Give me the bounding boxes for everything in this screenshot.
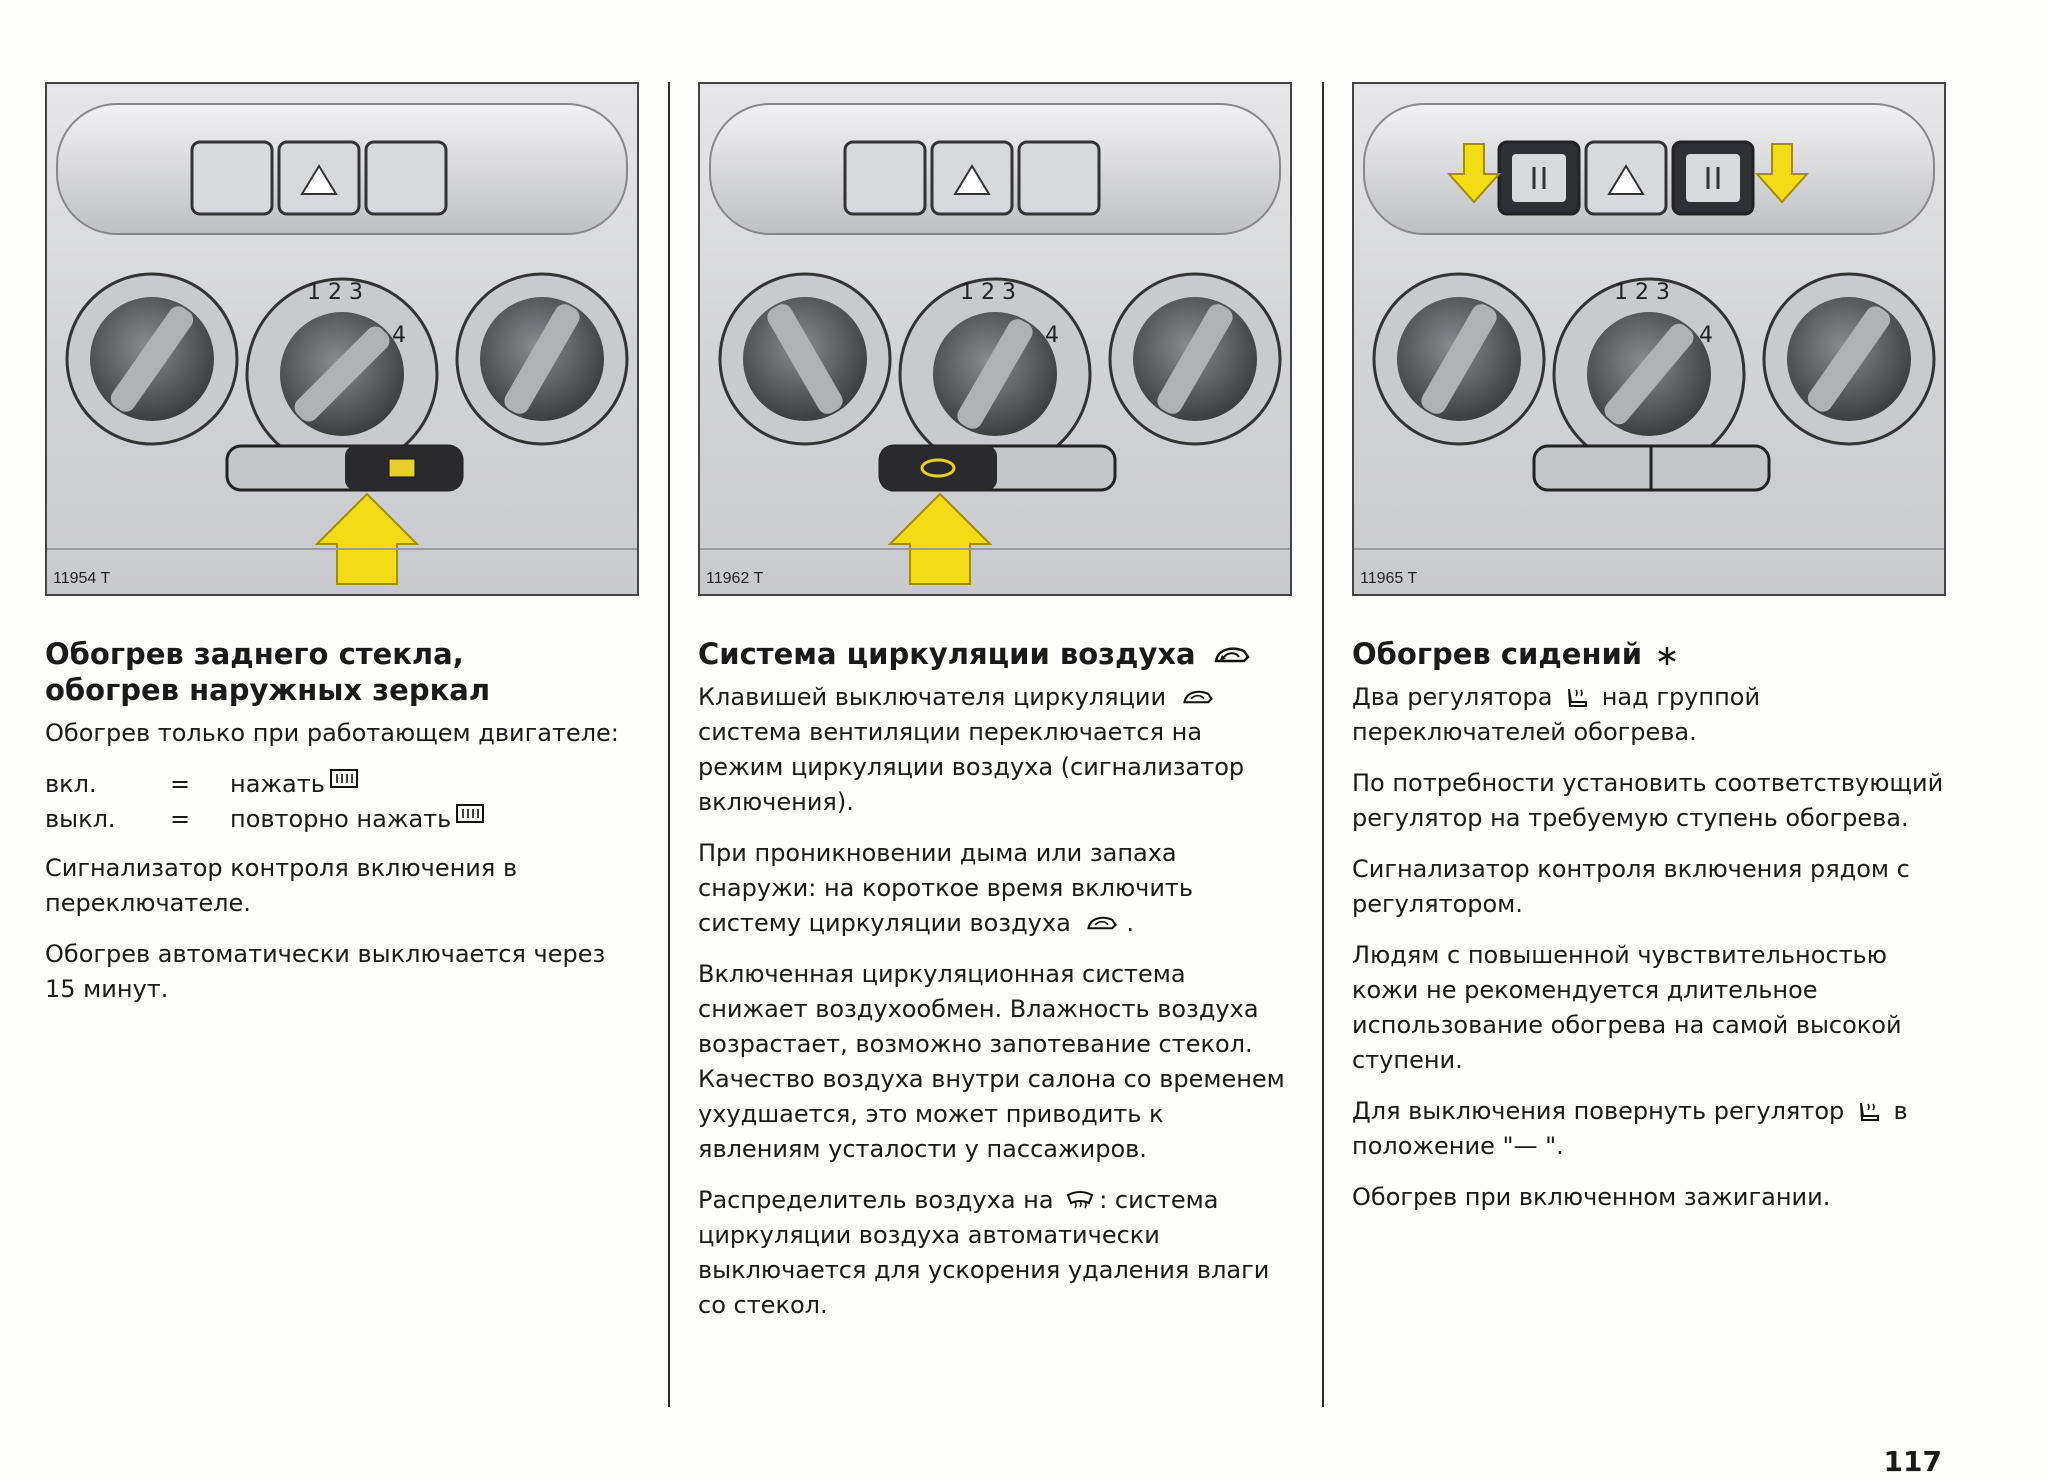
knob-temperature <box>67 274 237 444</box>
air-recirculation-icon <box>1178 687 1218 709</box>
panel-illustration <box>47 84 637 594</box>
paragraph: Для выключения повернуть регулятор в положение "— ". <box>1352 1097 1908 1160</box>
svg-text:4: 4 <box>392 323 406 348</box>
column-seat-heating <box>1352 82 1944 1231</box>
paragraph: Сигнализатор контроля включения рядом с регулятором. <box>1352 855 1910 918</box>
on-off-table <box>45 767 637 837</box>
seat-heater-icon <box>1856 1100 1882 1124</box>
column-rear-window-heating <box>45 82 637 1023</box>
knob-temperature <box>720 274 890 444</box>
knob-fan-speed <box>247 279 437 469</box>
figure-label: 11954 T <box>53 570 111 587</box>
rear-window-heater-icon <box>329 767 359 791</box>
svg-text:1 2 3: 1 2 3 <box>960 280 1016 305</box>
asterisk-icon <box>1656 645 1678 667</box>
column-air-recirculation <box>698 82 1290 1339</box>
seat-heater-left-switch <box>1499 142 1579 214</box>
figure-label: 11962 T <box>706 570 764 587</box>
section-heading: Обогрев заднего стекла, обогрев наружных зеркал <box>45 637 491 707</box>
paragraph: Людям с повышенной чувствительностью кожи не рекомендуется длительное использование обогрева на самой высокой ступени. <box>1352 941 1902 1074</box>
figure-seat-heater-panel <box>1352 82 1946 596</box>
rear-window-heater-icon <box>455 802 485 826</box>
row-off: выкл. = повторно нажать <box>45 802 637 837</box>
seat-heater-icon <box>1564 686 1590 710</box>
section-heading: Обогрев сидений <box>1352 636 1944 672</box>
svg-text:1 2 3: 1 2 3 <box>1614 280 1670 305</box>
section-heading: Система циркуляции воздуха <box>698 636 1290 672</box>
seat-heater-right-switch <box>1673 142 1753 214</box>
row-on: вкл. = нажать <box>45 767 637 802</box>
knob-fan-speed <box>900 279 1090 469</box>
paragraph: Обогрев автоматически выключается через 15 минут. <box>45 940 606 1003</box>
svg-text:4: 4 <box>1699 323 1713 348</box>
figure-rear-heater-panel <box>45 82 639 596</box>
knob-air-distribution <box>1110 274 1280 444</box>
paragraph: По потребности установить соответствующий регулятор на требуемую ступень обогрева. <box>1352 769 1944 832</box>
air-recirculation-icon <box>1082 913 1122 935</box>
yellow-arrow-icon <box>890 494 990 584</box>
panel-illustration <box>1354 84 1944 594</box>
paragraph: Сигнализатор контроля включения в переключателе. <box>45 854 518 917</box>
paragraph: Клавишей выключателя циркуляции система вентиляции переключается на режим циркуляции воздуха (сигнализатор включения). <box>698 683 1245 816</box>
panel-illustration <box>700 84 1290 594</box>
intro-text: Обогрев только при работающем двигателе: <box>45 719 619 747</box>
page-number: 117 <box>1883 1445 1942 1478</box>
figure-recirculation-panel <box>698 82 1292 596</box>
knob-temperature <box>1374 274 1544 444</box>
paragraph: Включенная циркуляционная система снижает воздухообмен. Влажность воздуха возрастает, возможно запотевание стекол. Качество воздуха внутри салона со временем ухудшается, это может приводить к явлениям усталости у пассажиров. <box>698 960 1285 1163</box>
knob-fan-speed <box>1554 279 1744 469</box>
figure-label: 11965 T <box>1360 570 1418 587</box>
knob-air-distribution <box>1764 274 1934 444</box>
column-divider <box>1322 82 1324 1407</box>
svg-text:4: 4 <box>1045 323 1059 348</box>
paragraph: При проникновении дыма или запаха снаружи: на короткое время включить систему циркуляции воздуха . <box>698 839 1194 937</box>
paragraph: Распределитель воздуха на : система циркуляции воздуха автоматически выключается для ускорения удаления влаги со стекол. <box>698 1186 1270 1319</box>
yellow-arrow-icon <box>317 494 417 584</box>
paragraph: Два регулятора над группой переключателей обогрева. <box>1352 683 1761 746</box>
windscreen-defrost-icon <box>1065 1189 1095 1213</box>
svg-text:1 2 3: 1 2 3 <box>307 280 363 305</box>
paragraph: Обогрев при включенном зажигании. <box>1352 1183 1831 1211</box>
knob-air-distribution <box>457 274 627 444</box>
column-divider <box>668 82 670 1407</box>
air-recirculation-icon <box>1210 643 1254 669</box>
